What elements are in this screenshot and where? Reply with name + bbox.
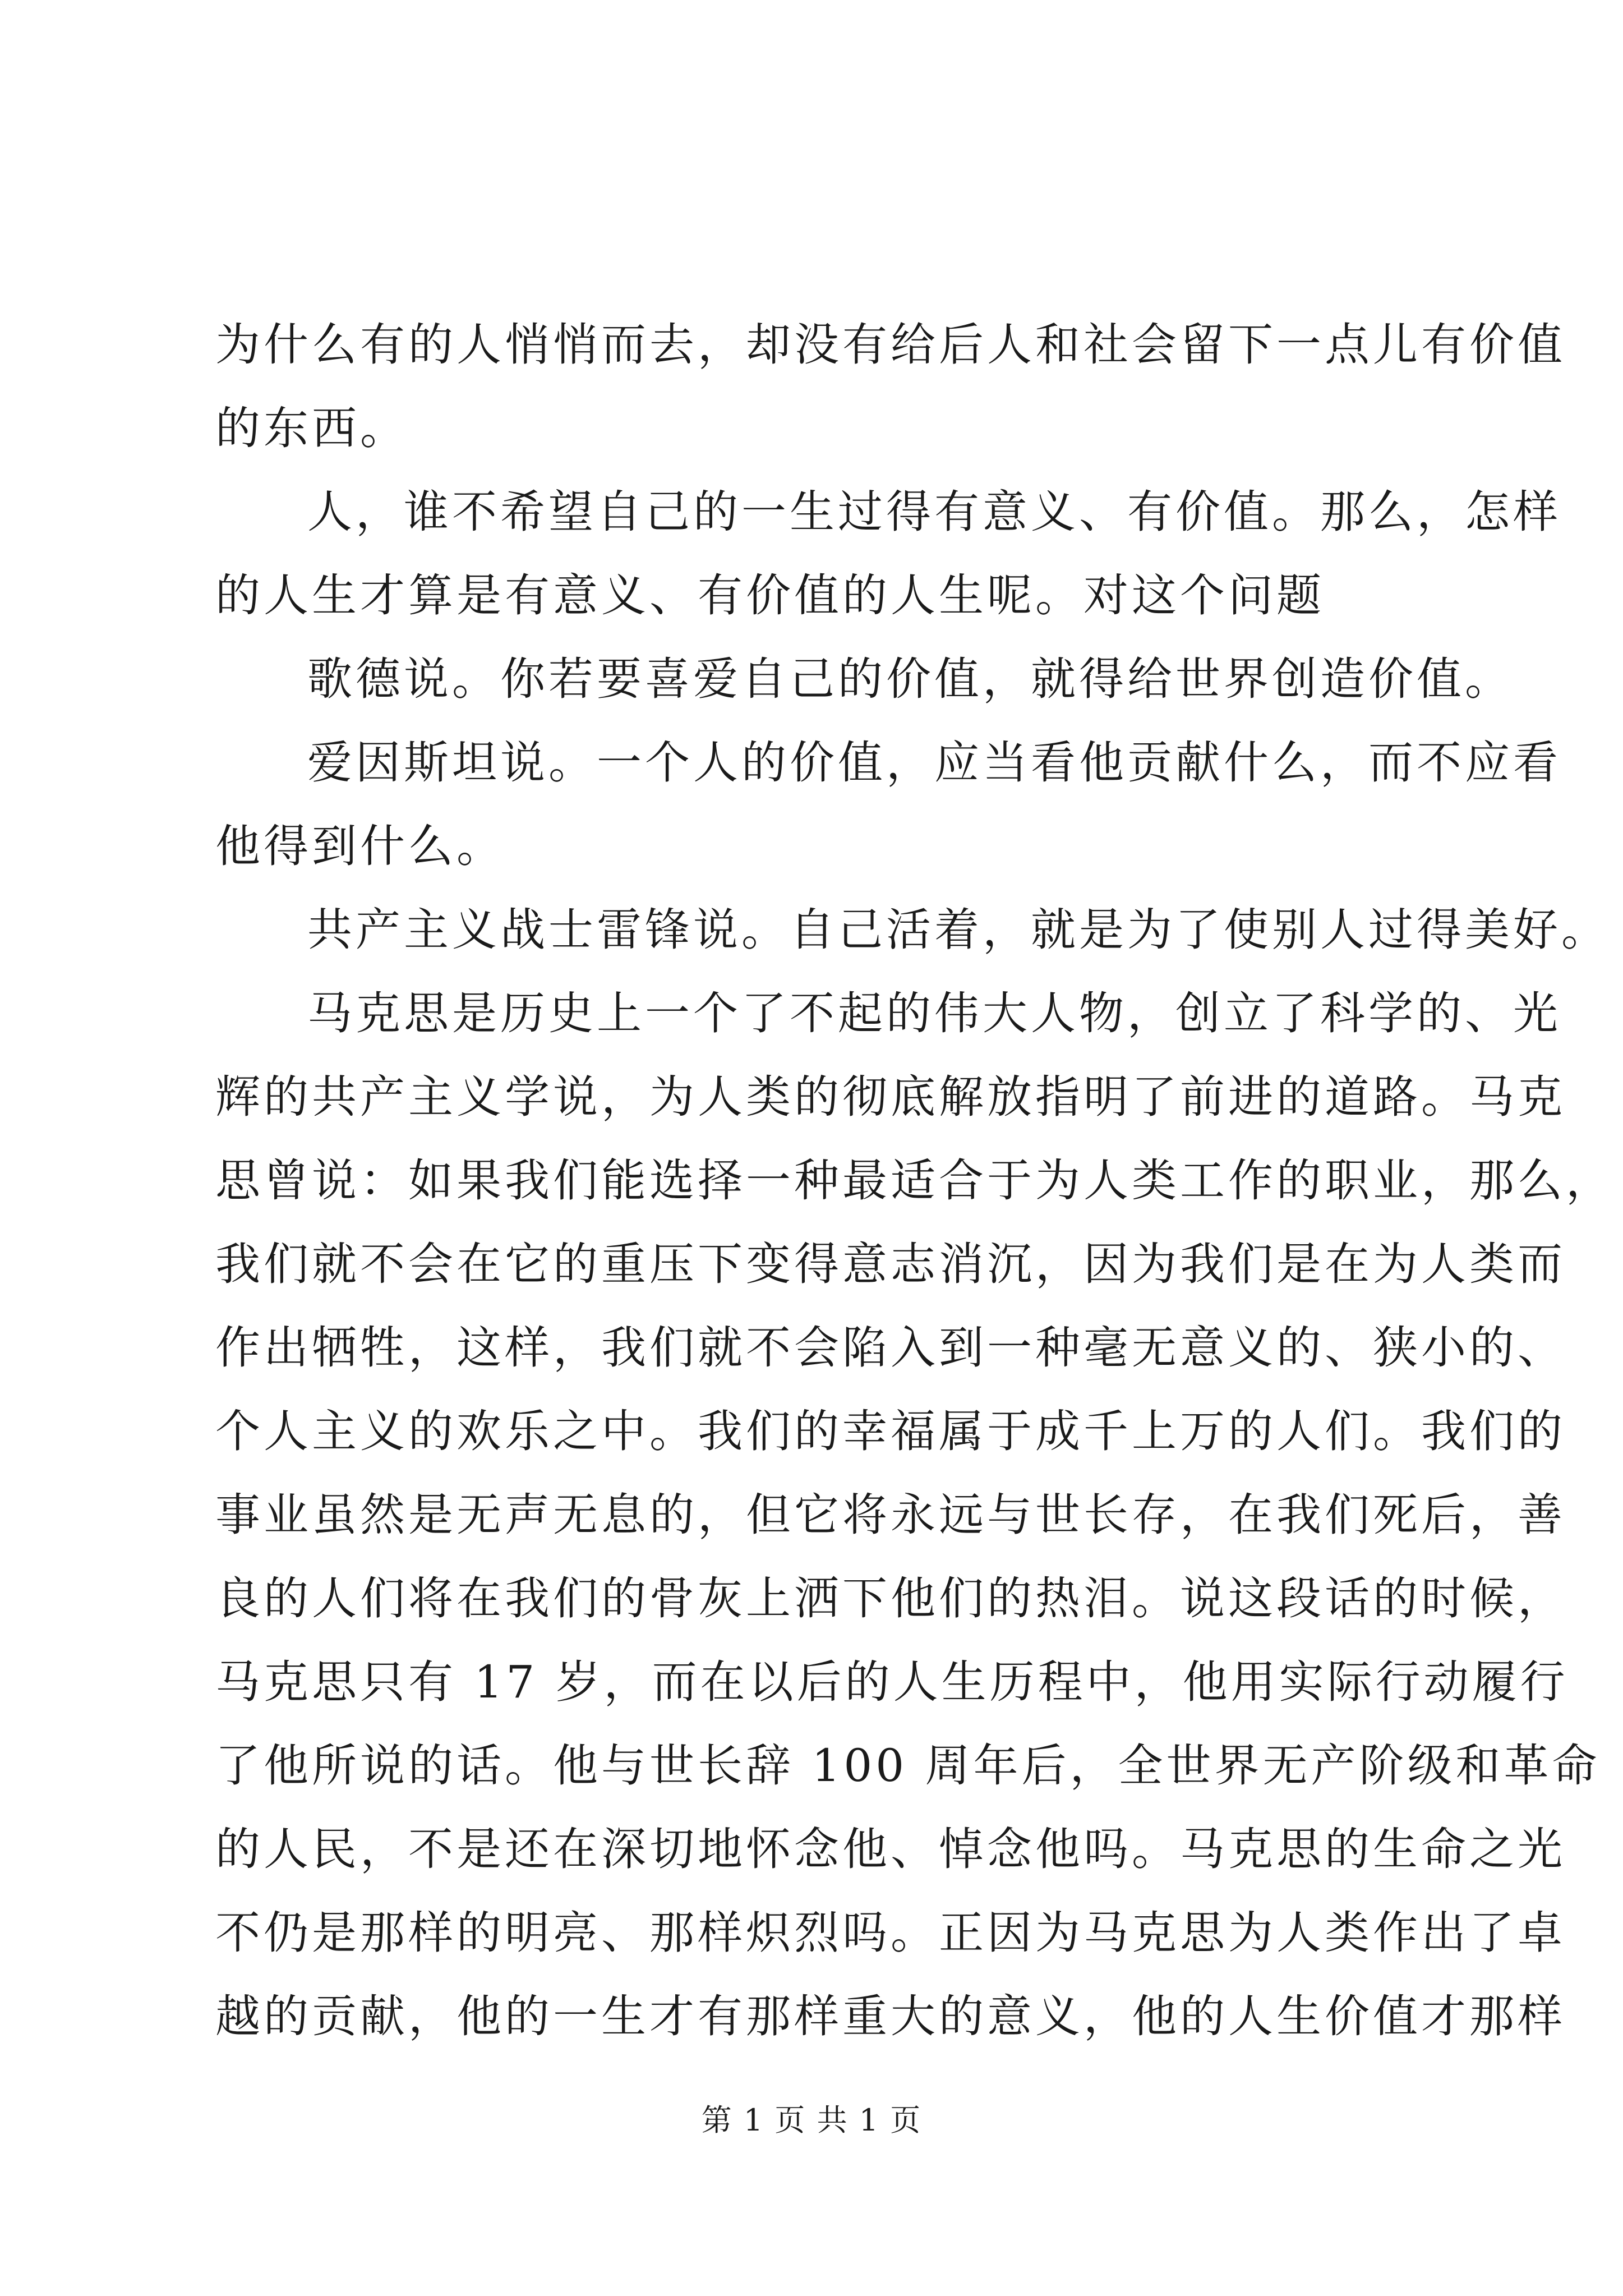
text-line: 良的人们将在我们的骨灰上洒下他们的热泪。说这段话的时候， [215,1572,1566,1625]
text-line: 不仍是那样的明亮、那样炽烈吗。正因为马克思为人类作出了卓 [215,1907,1566,1959]
text-line: 了他所说的话。他与世长辞 100 周年后，全世界无产阶级和革命 [215,1740,1601,1792]
text-line: 事业虽然是无声无息的，但它将永远与世长存，在我们死后，善 [215,1489,1566,1541]
text-line: 的东西。 [215,402,408,454]
text-line: 马克思只有 17 岁，而在以后的人生历程中，他用实际行动履行 [215,1656,1569,1708]
text-line: 为什么有的人悄悄而去，却没有给后人和社会留下一点儿有价值 [215,319,1566,371]
page-footer: 第 1 页 共 1 页 [701,2102,922,2138]
text-line: 的人民，不是还在深切地怀念他、悼念他吗。马克思的生命之光 [215,1823,1566,1875]
body-text [215,303,1614,2058]
text-line: 爱因斯坦说。一个人的价值，应当看他贡献什么，而不应看 [307,737,1561,789]
text-line: 辉的共产主义学说，为人类的彻底解放指明了前进的道路。马克 [215,1071,1566,1123]
text-line: 我们就不会在它的重压下变得意志消沉，因为我们是在为人类而 [215,1238,1566,1290]
text-line: 个人主义的欢乐之中。我们的幸福属于成千上万的人们。我们的 [215,1405,1566,1457]
text-line: 他得到什么。 [215,820,505,872]
text-line: 人，谁不希望自己的一生过得有意义、有价值。那么，怎样 [307,486,1561,538]
text-line: 马克思是历史上一个了不起的伟大人物，创立了科学的、光 [307,987,1561,1039]
text-line: 的人生才算是有意义、有价值的人生呢。对这个问题 [215,569,1325,622]
text-line: 思曾说：如果我们能选择一种最适合于为人类工作的职业，那么， [215,1154,1614,1207]
text-line: 共产主义战士雷锋说。自己活着，就是为了使别人过得美好。 [307,904,1610,956]
text-line: 越的贡献，他的一生才有那样重大的意义，他的人生价值才那样 [215,1990,1566,2042]
text-line: 歌德说。你若要喜爱自己的价值，就得给世界创造价值。 [307,653,1513,705]
text-line: 作出牺牲，这样，我们就不会陷入到一种毫无意义的、狭小的、 [215,1322,1566,1374]
